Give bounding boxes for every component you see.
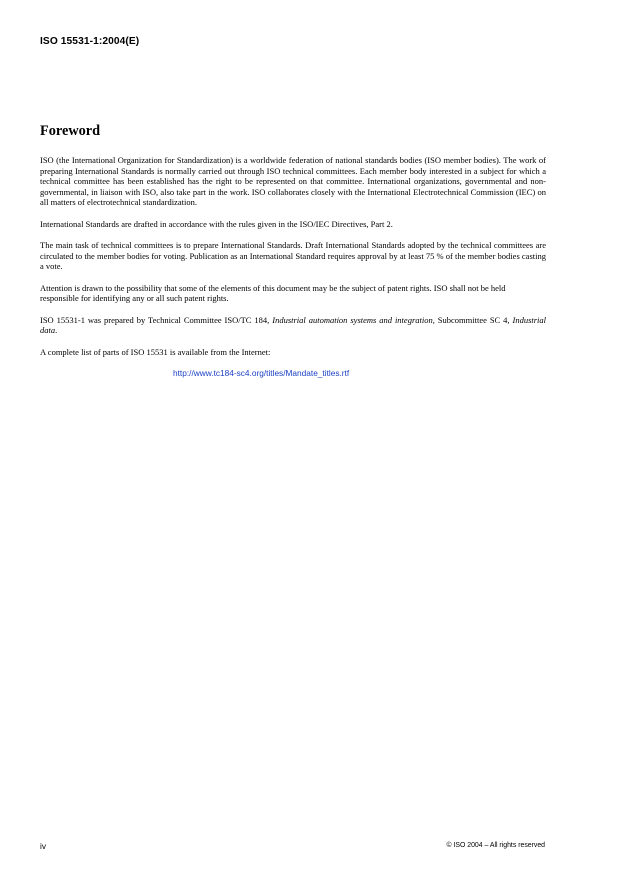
paragraph-technical-committees: The main task of technical committees is to prepare International Standards. Draft International Standards adopted by the technical committees are circulated to the member bodies for voting. Publication as an International Standard requires approval by at least 75 % of the member bodies casting a vote. [40,240,546,272]
document-identifier: ISO 15531-1:2004(E) [40,36,140,47]
page-number: iv [40,841,46,851]
subcommittee-name: Industrial data [40,314,547,336]
paragraph-directives: International Standards are drafted in accordance with the rules given in the ISO/IEC Directives, Part 2. [40,218,393,229]
mandate-titles-link[interactable]: http://www.tc184-sc4.org/titles/Mandate_titles.rtf [173,368,350,379]
prepared-by-text-3: . [55,325,58,336]
paragraph-iso-federation: ISO (the International Organization for Standardization) is a worldwide federation of national standards bodies (ISO member bodies). The work of preparing International Standards is normally carried out through ISO technical committees. Each member body interested in a subject for which a technical committee has been established has the right to be represented on that committee. International organizations, governmental and non-governmental, in liaison with ISO, also take part in the work. ISO collaborates closely with the International Electrotechnical Commission (IEC) on all matters of electrotechnical standardization. [40,155,546,208]
prepared-by-text-1: ISO 15531-1 was prepared by Technical Committee ISO/TC 184, [40,314,273,325]
committee-name: Industrial automation systems and integration [272,314,433,325]
copyright-notice: © ISO 2004 – All rights reserved [446,842,545,849]
foreword-heading: Foreword [40,123,101,139]
prepared-by-text-2: , Subcommittee SC 4, [432,314,513,325]
paragraph-prepared-by [40,315,546,336]
paragraph-parts-list: A complete list of parts of ISO 15531 is available from the Internet: [40,346,271,357]
paragraph-patent-rights: Attention is drawn to the possibility that some of the elements of this document may be the subject of patent rights. ISO shall not be held responsible for identifying any or all such patent rights. [40,282,506,304]
foreword-body [40,155,546,389]
